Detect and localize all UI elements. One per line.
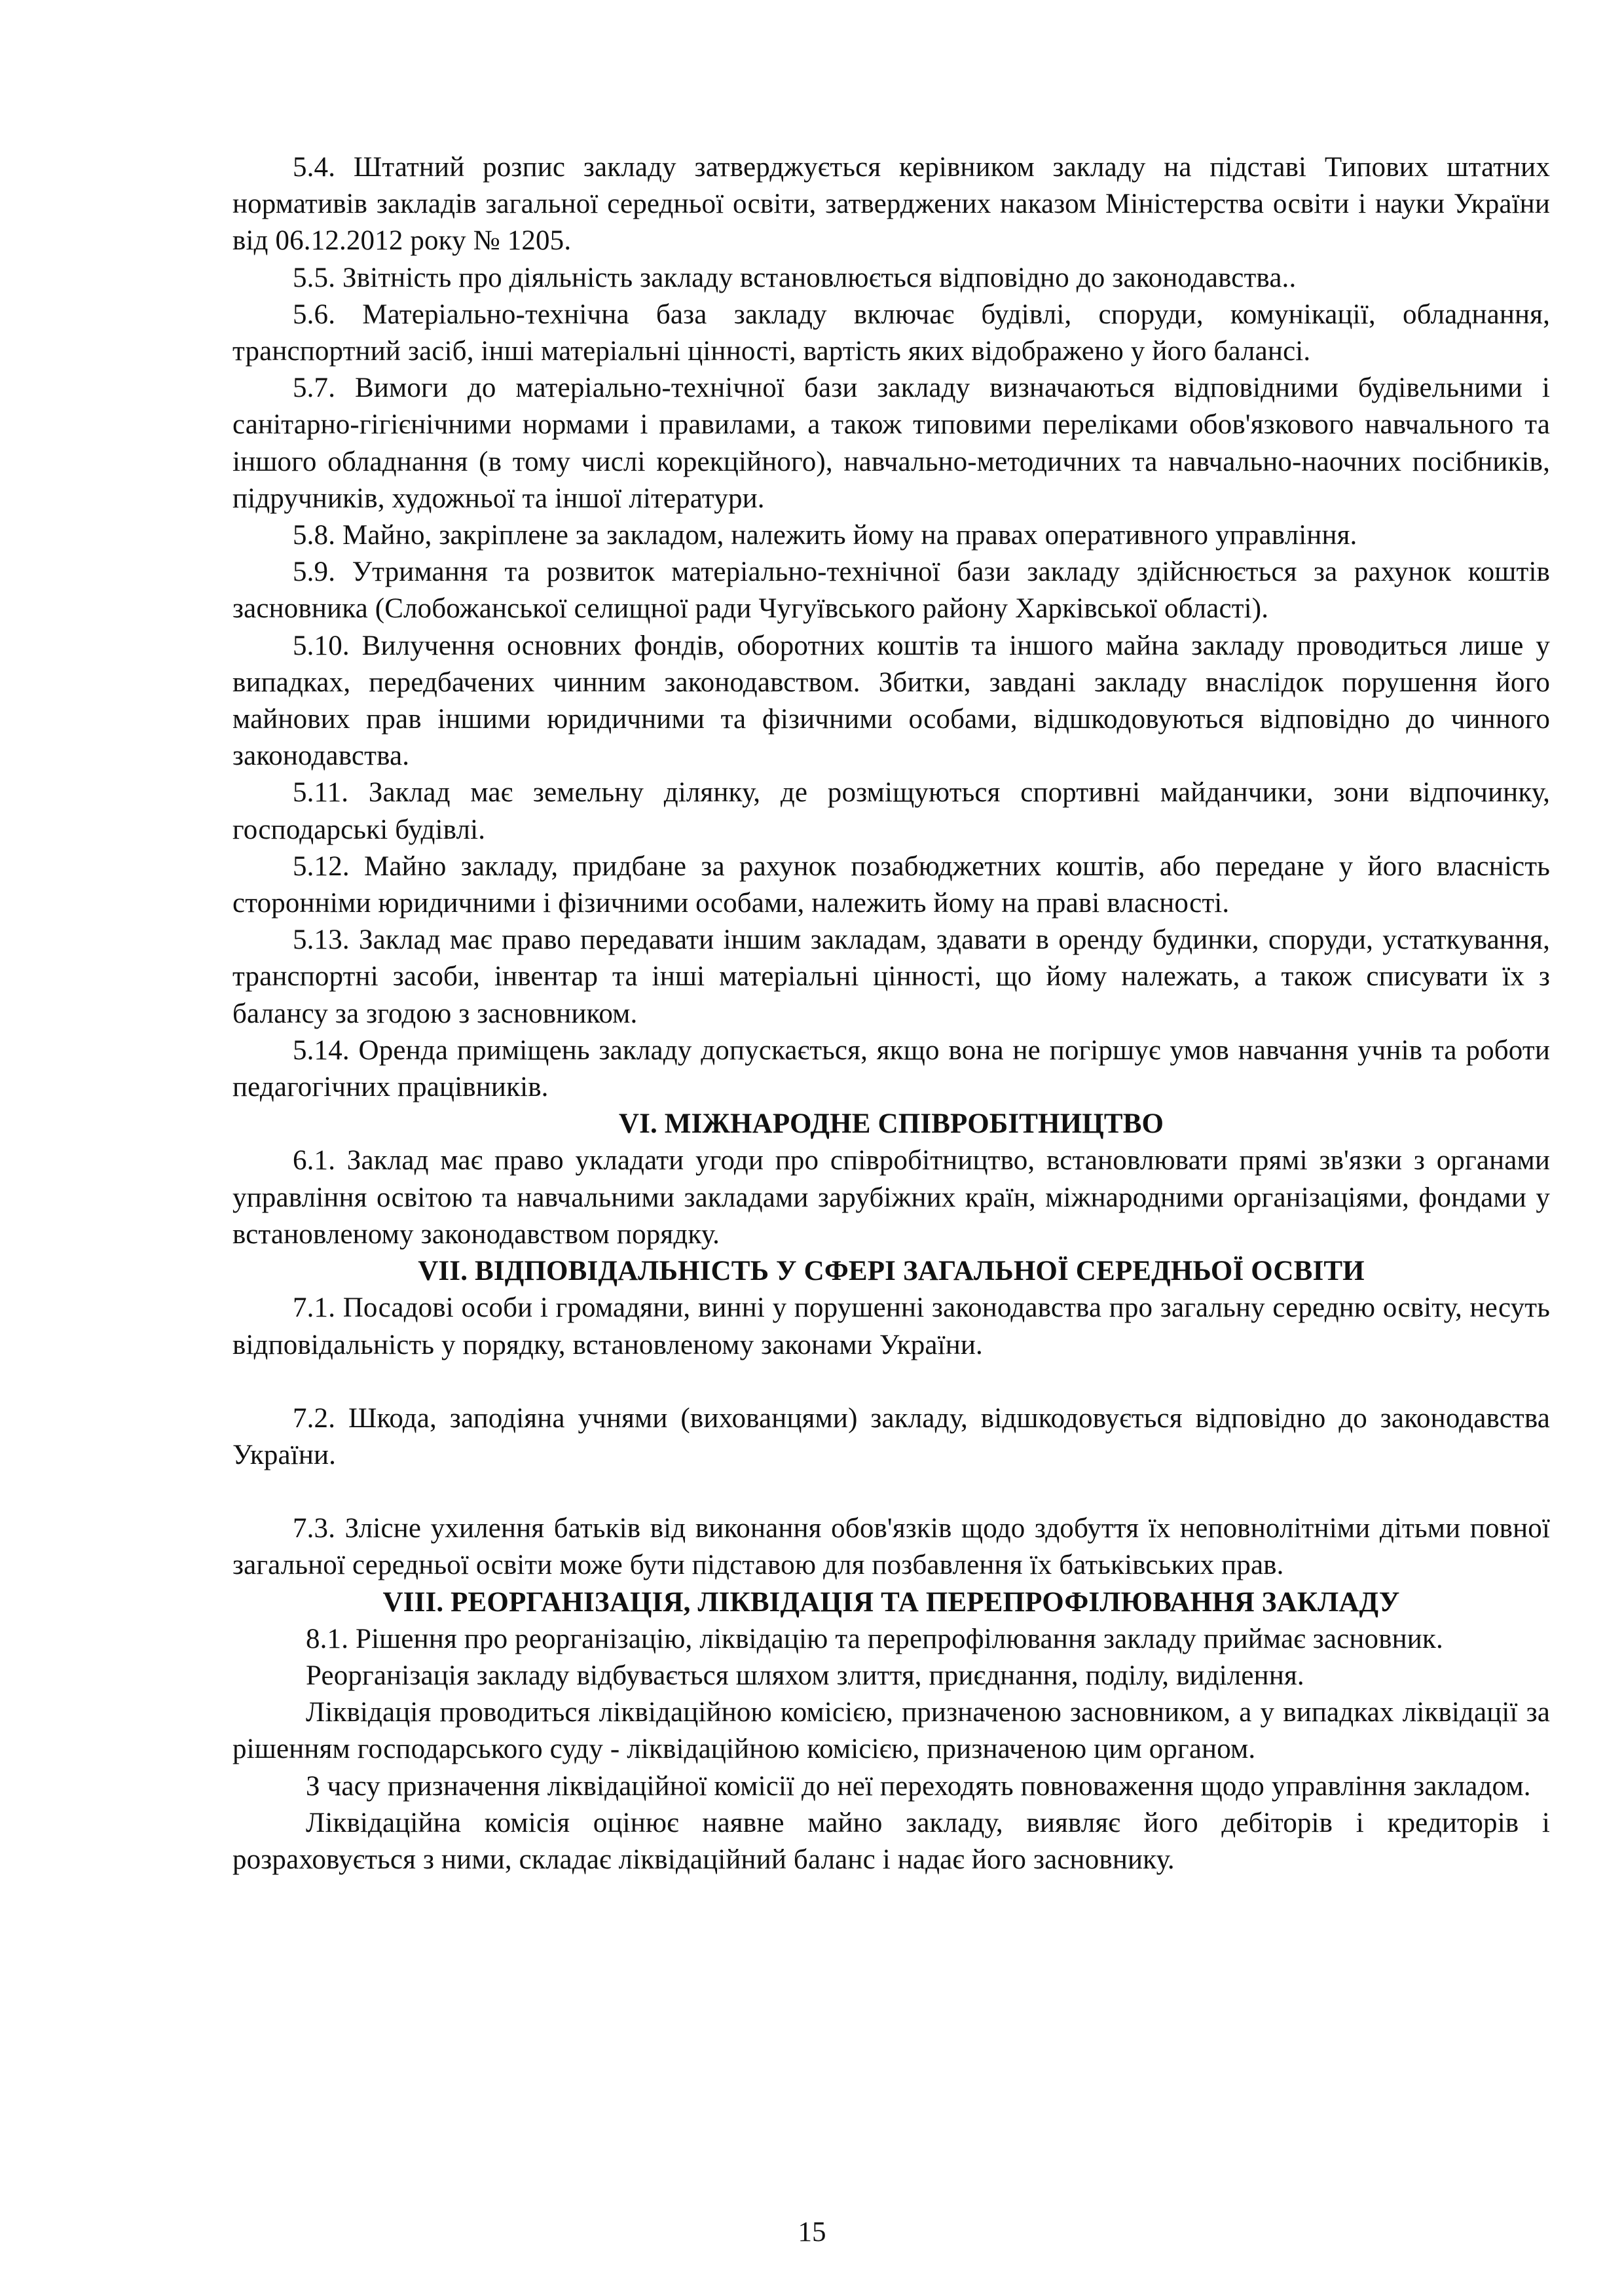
blank-line	[232, 1474, 1550, 1510]
paragraph-5-14: 5.14. Оренда приміщень закладу допускається, якщо вона не погіршує умов навчання учнів та роботи педагогічних працівників.	[232, 1034, 1550, 1103]
paragraph-5-4: 5.4. Штатний розпис закладу затверджується керівником закладу на підставі Типових штатних нормативів закладів загальної середньої освіти, затверджених наказом Міністерства освіти і науки України від 06.12.2012 року № 1205.	[232, 152, 1550, 257]
paragraph-7-3: 7.3. Злісне ухилення батьків від виконання обов'язків щодо здобуття їх неповнолітніми дітьми повної загальної середньої освіти може бути підставою для позбавлення їх батьківських прав.	[232, 1513, 1550, 1581]
paragraph-5-13: 5.13. Заклад має право передавати іншим закладам, здавати в оренду будинки, споруди, устаткування, транспортні засоби, інвентар та інші матеріальні цінності, що йому належать, а також списувати їх з балансу за згодою з засновником.	[232, 924, 1550, 1029]
paragraph-5-12: 5.12. Майно закладу, придбане за рахунок позабюджетних коштів, або передане у його власність сторонніми юридичними і фізичними особами, належить йому на праві власності.	[232, 850, 1550, 919]
paragraph-8-reorganization: Реорганізація закладу відбувається шляхом злиття, приєднання, поділу, виділення.	[306, 1660, 1304, 1691]
paragraph-5-6: 5.6. Матеріально-технічна база закладу включає будівлі, споруди, комунікації, обладнання, транспортний засіб, інші матеріальні цінності, вартість яких відображено у його балансі.	[232, 299, 1550, 367]
paragraph-7-1: 7.1. Посадові особи і громадяни, винні у порушенні законодавства про загальну середню освіту, несуть відповідальність у порядку, встановленому законами України.	[232, 1292, 1550, 1360]
paragraph-8-liquidation: Ліквідація проводиться ліквідаційною комісією, призначеною засновником, а у випадках ліквідації за рішенням господарського суду - ліквідаційною комісією, призначеною цим органом.	[232, 1697, 1550, 1765]
paragraph-5-11: 5.11. Заклад має земельну ділянку, де розміщуються спортивні майданчики, зони відпочинку, господарські будівлі.	[232, 777, 1550, 845]
paragraph-8-1: 8.1. Рішення про реорганізацію, ліквідацію та перепрофілювання закладу приймає засновник.	[306, 1623, 1443, 1654]
paragraph-5-8: 5.8. Майно, закріплене за закладом, належить йому на правах оперативного управління.	[293, 520, 1357, 551]
paragraph-6-1: 6.1. Заклад має право укладати угоди про співробітництво, встановлювати прямі зв'язки з органами управління освітою та навчальними закладами зарубіжних країн, міжнародними організаціями, фондами у встановленому законодавством порядку.	[232, 1145, 1550, 1250]
paragraph-5-7: 5.7. Вимоги до матеріально-технічної бази закладу визначаються відповідними будівельними і санітарно-гігієнічними нормами і правилами, а також типовими переліками обов'язкового навчального та іншого обладнання (в тому числі корекційного), навчально-методичних та навчально-наочних посібників, підручників, художньої та іншої літератури.	[232, 373, 1550, 514]
section-heading-7: VII. ВІДПОВІДАЛЬНІСТЬ У СФЕРІ ЗАГАЛЬНОЇ СЕРЕДНЬОЇ ОСВІТИ	[418, 1256, 1365, 1287]
blank-line	[232, 1364, 1550, 1400]
paragraph-8-powers-transfer: З часу призначення ліквідаційної комісії до неї переходять повноваження щодо управління закладом.	[306, 1770, 1531, 1802]
paragraph-5-10: 5.10. Вилучення основних фондів, оборотних коштів та іншого майна закладу проводиться лише у випадках, передбачених чинним законодавством. Збитки, завдані закладу внаслідок порушення його майнових прав іншими юридичними та фізичними особами, відшкодовуються відповідно до чинного законодавства.	[232, 630, 1550, 772]
document-page	[232, 149, 1550, 1878]
paragraph-7-2: 7.2. Шкода, заподіяна учнями (вихованцями) закладу, відшкодовується відповідно до законодавства України.	[232, 1402, 1550, 1470]
paragraph-8-commission: Ліквідаційна комісія оцінює наявне майно закладу, виявляє його дебіторів і кредиторів і розраховується з ними, складає ліквідаційний баланс і надає його засновнику.	[232, 1807, 1550, 1875]
section-heading-6: VI. МІЖНАРОДНЕ СПІВРОБІТНИЦТВО	[618, 1108, 1164, 1140]
paragraph-5-9: 5.9. Утримання та розвиток матеріально-технічної бази закладу здійснюється за рахунок коштів засновника (Слобожанської селищної ради Чугуївського району Харківської області).	[232, 556, 1550, 625]
section-heading-8: VIII. РЕОРГАНІЗАЦІЯ, ЛІКВІДАЦІЯ ТА ПЕРЕПРОФІЛЮВАННЯ ЗАКЛАДУ	[382, 1586, 1400, 1618]
paragraph-5-5: 5.5. Звітність про діяльність закладу встановлюється відповідно до законодавства..	[293, 262, 1297, 293]
page-number: 15	[798, 2217, 826, 2248]
